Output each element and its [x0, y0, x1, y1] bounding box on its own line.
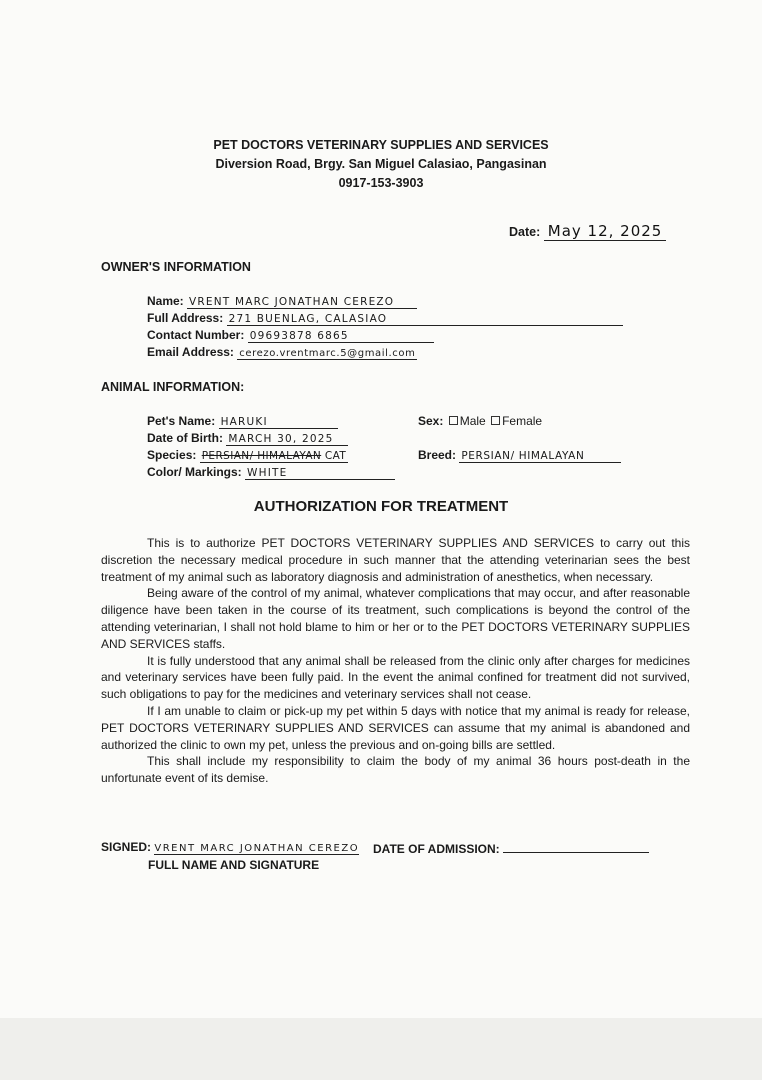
color-field	[147, 465, 395, 480]
owner-address-label: Full Address:	[147, 311, 224, 325]
animal-heading: ANIMAL INFORMATION:	[101, 380, 245, 394]
pet-name-field	[147, 414, 338, 429]
breed-label: Breed:	[418, 448, 457, 462]
authorization-paragraph: It is fully understood that any animal shall be released from the clinic only after charges for medicines and veterinary services have been fully paid. In the event the animal confined for treatment did not survived, such obligations to pay for the medicines and veterinary services shall not cease.	[101, 653, 690, 702]
clinic-header	[0, 136, 762, 193]
owner-address-value: 271 BUENLAG, CALASIAO	[227, 313, 623, 326]
male-label: Male	[459, 414, 486, 428]
clinic-address: Diversion Road, Brgy. San Miguel Calasiao, Pangasinan	[215, 157, 547, 171]
dob-value: MARCH 30, 2025	[226, 433, 348, 446]
dob-field	[147, 431, 348, 446]
date-field	[509, 222, 666, 240]
signed-label: SIGNED:	[101, 840, 152, 854]
date-value: May 12, 2025	[544, 222, 667, 241]
female-checkbox[interactable]	[491, 416, 500, 425]
signature-value: VRENT MARC JONATHAN CEREZO	[154, 843, 360, 854]
page-bottom-edge	[0, 1018, 762, 1080]
authorization-paragraph: Being aware of the control of my animal, whatever complications that may occur, and after reasonable diligence have been taken in the course of its treatment, such complications is beyond the control of the attending veterinarian, I shall not hold blame to him or her or to the PET DOCTORS VETERINARY SUPPLIES AND SERVICES staffs.	[101, 586, 690, 651]
species-field	[147, 448, 348, 463]
color-value: WHITE	[245, 467, 395, 480]
authorization-title: AUTHORIZATION FOR TREATMENT	[253, 498, 509, 515]
owner-contact-label: Contact Number:	[147, 328, 245, 342]
female-label: Female	[502, 414, 543, 428]
authorization-body	[101, 535, 690, 787]
species-value: CAT	[324, 450, 347, 462]
owner-email-field	[147, 345, 417, 360]
sex-label: Sex:	[418, 414, 444, 428]
owner-name-value: VRENT MARC JONATHAN CEREZO	[187, 296, 417, 309]
breed-field	[418, 448, 621, 463]
species-label: Species:	[147, 448, 197, 462]
sex-field	[418, 414, 542, 428]
clinic-phone: 0917-153-3903	[338, 176, 424, 190]
admission-field	[373, 840, 649, 856]
owner-email-value: cerezo.vrentmarc.5@gmail.com	[239, 348, 416, 359]
owner-name-field	[147, 294, 417, 309]
date-label: Date:	[509, 225, 541, 239]
owner-contact-value: 09693878 6865	[248, 330, 434, 343]
species-struck-value: PERSIAN/ HIMALAYAN	[201, 450, 322, 462]
owner-heading: OWNER'S INFORMATION	[101, 260, 251, 274]
owner-contact-field	[147, 328, 434, 343]
pet-name-value: HARUKI	[219, 416, 338, 429]
male-checkbox[interactable]	[449, 416, 458, 425]
signature-caption: FULL NAME AND SIGNATURE	[148, 858, 320, 872]
color-label: Color/ Markings:	[147, 465, 242, 479]
authorization-paragraph: This shall include my responsibility to claim the body of my animal 36 hours post-death in the unfortunate event of its demise.	[101, 754, 690, 786]
breed-value: PERSIAN/ HIMALAYAN	[459, 450, 621, 463]
pet-name-label: Pet's Name:	[147, 414, 216, 428]
authorization-paragraph: If I am unable to claim or pick-up my pet within 5 days with notice that my animal is ready for release, PET DOCTORS VETERINARY SUPPLIES AND SERVICES can assume that my animal is abandoned and authorized the clinic to own my pet, unless the previous and on-going bills are settled.	[101, 703, 690, 752]
authorization-paragraph: This is to authorize PET DOCTORS VETERINARY SUPPLIES AND SERVICES to carry out this discretion the necessary medical procedure in such manner that the attending veterinarian sees the best treatment of my animal such as laboratory diagnosis and administration of anesthetics, when necessary.	[101, 536, 690, 584]
species-value-wrap	[200, 450, 349, 463]
owner-name-label: Name:	[147, 294, 184, 308]
admission-label: DATE OF ADMISSION:	[373, 842, 500, 856]
owner-address-field	[147, 311, 623, 326]
signature-field	[101, 840, 359, 854]
owner-email-label: Email Address:	[147, 345, 234, 359]
clinic-name: PET DOCTORS VETERINARY SUPPLIES AND SERVICES	[213, 138, 549, 152]
dob-label: Date of Birth:	[147, 431, 223, 445]
admission-blank[interactable]	[503, 840, 649, 853]
